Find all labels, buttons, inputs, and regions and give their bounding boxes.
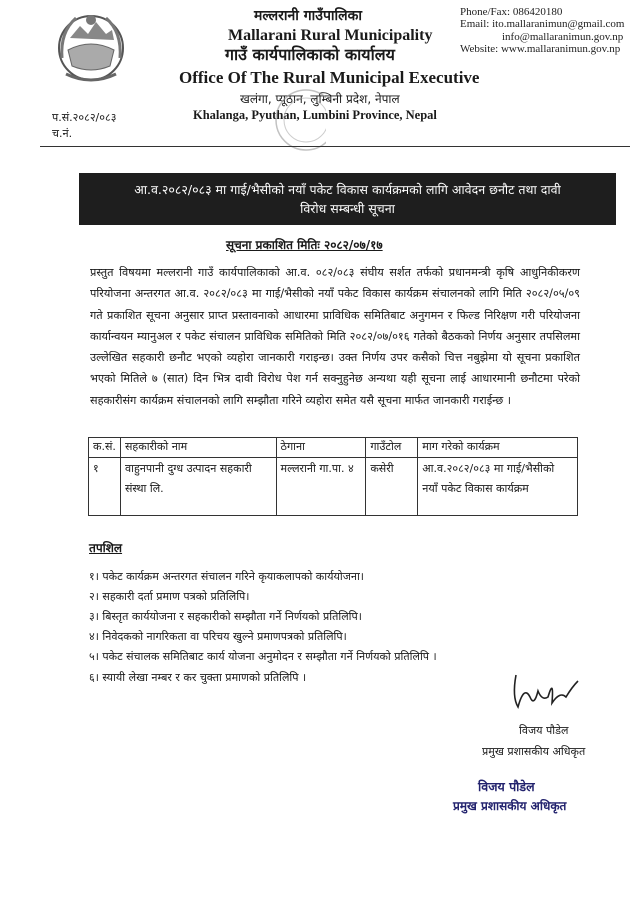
cooperative-table: [88, 437, 578, 516]
details-item: ५। पकेट संचालक समितिबाट कार्य योजना अनुमोदन र सम्झौता गर्ने निर्णयको प्रतिलिपि ।: [89, 650, 437, 663]
header-divider: [40, 146, 630, 147]
contact-email-1: Email: ito.mallaranimun@gmail.com: [460, 18, 625, 30]
column-header: क.सं.: [89, 438, 121, 458]
dispatch-number: च.नं.: [52, 127, 73, 140]
table-cell-serial: १: [89, 458, 121, 516]
details-item: ४। निवेदकको नागरिकता वा परिचय खुल्ने प्रमाणपत्रको प्रतिलिपि।: [89, 630, 347, 643]
notice-body: प्रस्तुत विषयमा मल्लरानी गाउँ कार्यपालिकाको आ.व. ०८२/०८३ संघीय सर्शत तर्फको प्रधानमन्त्री कृषि आधुनिकीकरण परियोजना अन्तरगत आ.व. २०८२/०८३ मा गाई/भैसीको नयाँ पकेट विकास कार्यक्रम संचालनको लागि मिति २०८२/०५/०९ गते प्रकाशित सूचना अनुसार प्राप्त प्रस्तावनाको आधारमा प्राविधिक समितिबाट अनुगमन र फिल्ड निरिक्षण गरी परियोजना कार्यान्वयन म्यानुअल र पकेट संचालन प्राविधिक समितिको मिति २०८२/०७/०१६ गतेको बैठकको निर्णय अनुसार तपसिलमा उल्लेखित सहकारी छनौट भएको व्यहोरा जानकारी गराइन्छ। उक्त निर्णय उपर कसैको चित्त नबुझेमा यो सूचना प्रकाशित भएको मितिले ७ (सात) दिन भित्र दावी विरोध पेश गर्न सक्नुहुनेछ अन्यथा यही सूचना लाई आधारमानी छनौटमा परेको सहकारीसंग कार्यक्रम संचालनको लागि सम्झौता गरिने व्यहोरा समेत यसै सूचना मार्फत जानकारी गराईन्छ ।: [90, 266, 580, 407]
column-header: सहकारीको नाम: [120, 438, 276, 458]
table-row: [89, 458, 578, 516]
table-cell-village: कसेरी: [366, 458, 418, 516]
stamp-name: विजय पौडेल: [478, 779, 535, 794]
column-header: ठेगाना: [276, 438, 366, 458]
column-header: गाउँटोल: [366, 438, 418, 458]
reference-number: प.सं.२०८२/०८३: [52, 111, 117, 124]
office-name-nepali: गाउँ कार्यपालिकाको कार्यालय: [225, 45, 395, 64]
stamp-designation: प्रमुख प्रशासकीय अधिकृत: [453, 799, 567, 813]
column-header: माग गरेको कार्यक्रम: [418, 438, 578, 458]
table-header-row: [89, 438, 578, 458]
government-emblem-logo: [52, 8, 130, 88]
table-cell-address: मल्लरानी गा.पा. ४: [276, 458, 366, 516]
details-item: ३। बिस्तृत कार्ययोजना र सहकारीको सम्झौता गर्ने निर्णयको प्रतिलिपि।: [89, 610, 362, 623]
details-item: १। पकेट कार्यक्रम अन्तरगत संचालन गरिने कृयाकलापको कार्ययोजना।: [89, 570, 364, 583]
signatory-name: विजय पौडेल: [519, 724, 569, 737]
published-date: सूचना प्रकाशित मितिः २०८२/०७/१७: [226, 238, 383, 252]
contact-email-2: info@mallaranimun.gov.np: [502, 31, 624, 43]
details-item: ६। स्यायी लेखा नम्बर र कर चुक्ता प्रमाणको प्रतिलिपि ।: [89, 671, 307, 684]
handwritten-signature: [508, 667, 582, 711]
address-nepali: खलंगा, प्यूठान, लुम्बिनी प्रदेश, नेपाल: [240, 92, 400, 106]
table-cell-name: वाहुनपानी दुग्ध उत्पादन सहकारी संस्था लि.: [120, 458, 276, 516]
details-item: २। सहकारी दर्ता प्रमाण पत्रको प्रतिलिपि।: [89, 590, 250, 603]
office-seal-stamp: [206, 70, 326, 170]
signatory-designation: प्रमुख प्रशासकीय अधिकृत: [482, 745, 586, 758]
notice-title-line-2: विरोध सम्बन्धी सूचना: [300, 201, 395, 216]
office-name-english: Office Of The Rural Municipal Executive: [179, 68, 480, 87]
notice-title-banner: [79, 173, 616, 225]
address-english: Khalanga, Pyuthan, Lumbini Province, Nepal: [193, 108, 437, 122]
table-cell-program: आ.व.२०८२/०८३ मा गाई/भैसीको नयाँ पकेट विकास कार्यक्रम: [418, 458, 578, 516]
contact-website: Website: www.mallaranimun.gov.np: [460, 43, 621, 55]
organization-name-nepali: मल्लरानी गाउँपालिका: [254, 8, 363, 24]
details-heading: तपशिल: [89, 541, 123, 555]
contact-phone: Phone/Fax: 086420180: [460, 6, 563, 18]
notice-title-line-1: आ.व.२०८२/०८३ मा गाई/भैसीको नयाँ पकेट विकास कार्यक्रमको लागि आवेदन छनौट तथा दावी: [134, 182, 561, 197]
organization-name-english: Mallarani Rural Municipality: [228, 27, 433, 44]
